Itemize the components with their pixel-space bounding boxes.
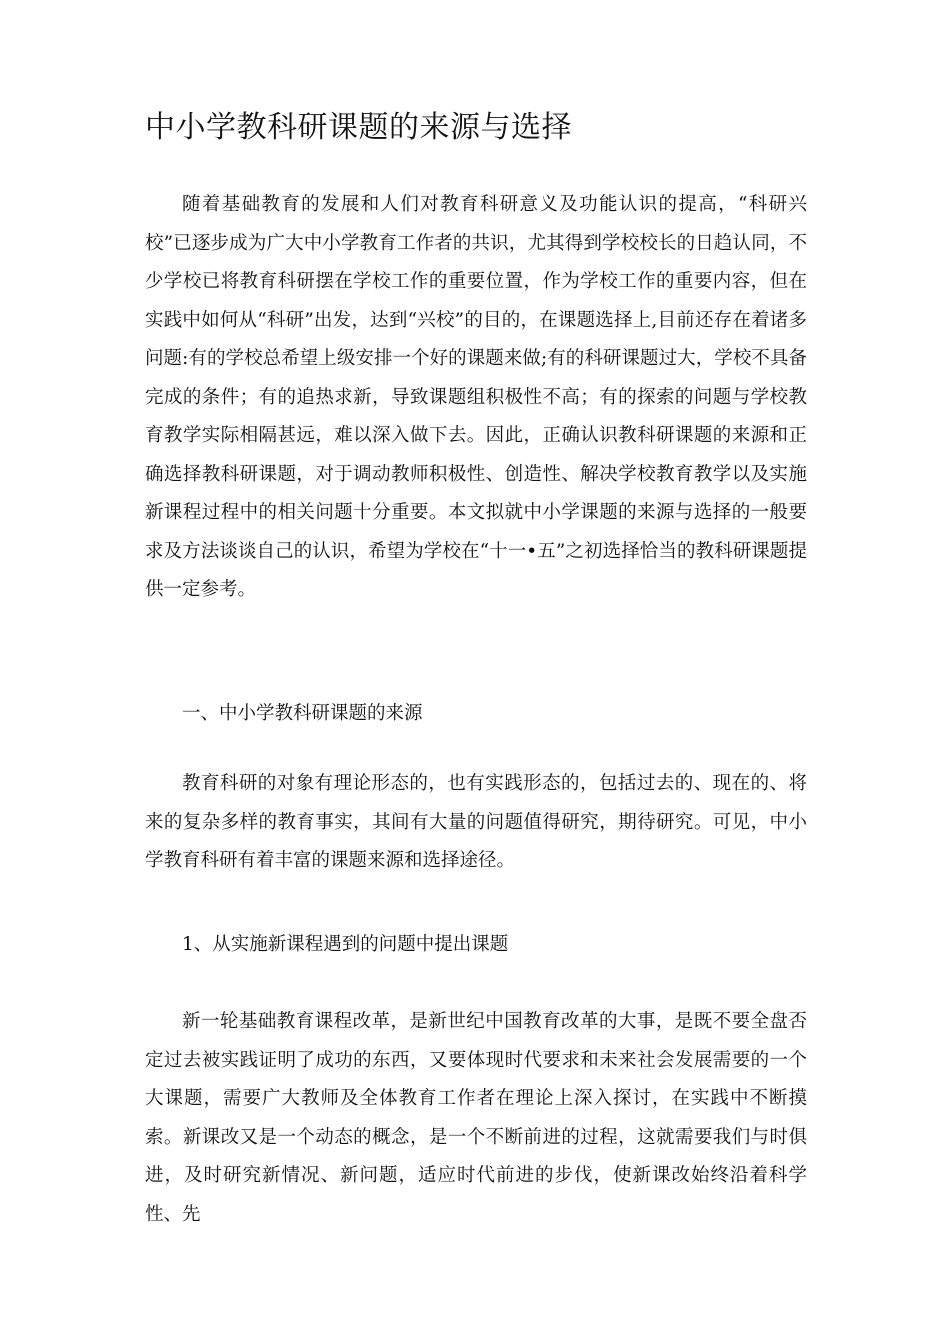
section-paragraph-sources: 教育科研的对象有理论形态的，也有实践形态的，包括过去的、现在的、将来的复杂多样的教育事实，其间有大量的问题值得研究，期待研究。可见，中小学教育科研有着丰富的课题来源和选择途径。: [145, 773, 807, 871]
subsection-paragraph-new-curriculum: 新一轮基础教育课程改革，是新世纪中国教育改革的大事，是既不要全盘否定过去被实践证明了成功的东西，又要体现时代要求和未来社会发展需要的一个大课题，需要广大教师及全体教育工作者在理论上深入探讨，在实践中不断摸索。新课改又是一个动态的概念，是一个不断前进的过程，这就需要我们与时俱进，及时研究新情况、新问题，适应时代前进的步伐，使新课改始终沿着科学性、先: [145, 1011, 807, 1225]
subsection-heading-new-curriculum: 1、从实施新课程遇到的问题中提出课题: [182, 934, 509, 955]
intro-paragraph: 随着基础教育的发展和人们对教育科研意义及功能认识的提高，“科研兴校”已逐步成为广大中小学教育工作者的共识，尤其得到学校校长的日趋认同，不少学校已将教育科研摆在学校工作的重要位置，作为学校工作的重要内容，但在实践中如何从“科研”出发，达到“兴校”的目的，在课题选择上,目前还存在着诸多问题:有的学校总希望上级安排一个好的课题来做;有的科研课题过大，学校不具备完成的条件；有的追热求新，导致课题组积极性不高；有的探索的问题与学校教育教学实际相隔甚远，难以深入做下去。因此，正确认识教科研课题的来源和正确选择教科研课题，对于调动教师积极性、创造性、解决学校教育教学以及实施新课程过程中的相关问题十分重要。本文拟就中小学课题的来源与选择的一般要求及方法谈谈自己的认识，希望为学校在“十一•五”之初选择恰当的教科研课题提供一定参考。: [145, 194, 807, 600]
section-heading-sources: 一、中小学教科研课题的来源: [182, 703, 423, 724]
document-title: 中小学教科研课题的来源与选择: [145, 110, 572, 145]
